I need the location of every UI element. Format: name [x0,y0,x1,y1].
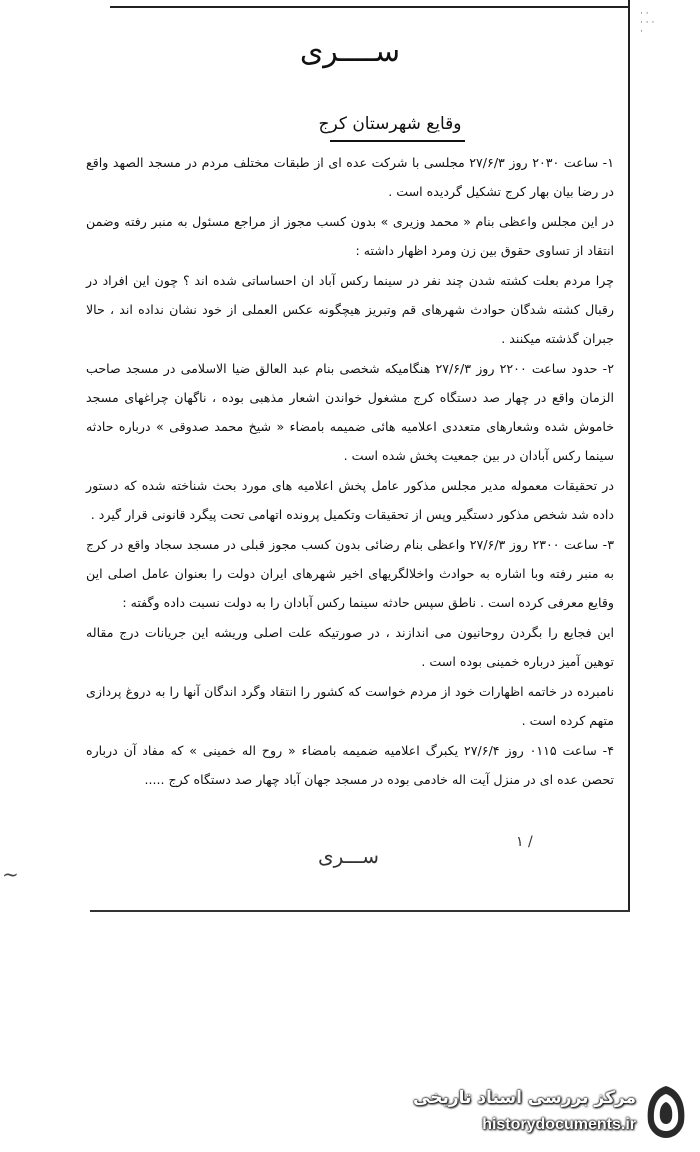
closing-classification: ســـری [318,844,380,868]
paragraph: نامبرده در خاتمه اظهارات خود از مردم خواست که کشور را انتقاد وگرد اندگان آنها را به دروغ پردازی متهم کرده است . [86,684,614,728]
archive-logo-icon [642,1082,690,1142]
watermark-url: historydocuments.ir [482,1116,636,1133]
page-border-top [110,6,630,8]
paragraph: چرا مردم بعلت کشته شدن چند نفر در سینما رکس آباد ان احساساتی شده اند ؟ چون این افراد در رقبال کشته شدگان حوادث شهرهای قم وتبریز هیچگونه عکس العملی از خود نشان نداده اند ، حالا جبران گذشته میکنند . [86,273,614,346]
paragraph: در این مجلس واعظی بنام « محمد وزیری » بدون کسب مجوز از مراجع مسئول به منبر رفته وضمن انتقاد از تساوی حقوق بین زن ومرد اظهار داشته : [86,214,614,258]
paragraph: ۲- حدود ساعت ۲۲۰۰ روز ۲۷/۶/۳ هنگامیکه شخصی بنام عبد العالق ضیا الاسلامی در مسجد صاحب الزمان واقع در چهار صد دستگاه کرج مشغول خواندن اشعار مذهبی بوده ، ناگهان چراغهای مسجد خاموش شده وشعارهای متعددی اعلامیه هائی ضمیمه بامضاء « شیخ محمد صدوقی » درباره حادثه سینما رکس آبادان در بین جمعیت پخش شده است . [86,361,614,463]
watermark [404,1078,694,1146]
page-border-bottom [90,910,630,912]
paragraph: در تحقیقات معموله مدیر مجلس مذکور عامل پخش اعلامیه های مورد بحث شناخته شده که دستور داده شد شخص مذکور دستگیر وپس از تحقیقات وتکمیل پرونده اتهامی تحت پیگرد قانونی قرار گیرد . [86,478,614,522]
subheading-underline [330,140,465,142]
paragraph: ۴- ساعت ۰۱۱۵ روز ۲۷/۶/۴ یکبرگ اعلامیه ضمیمه بامضاء « روح اله خمینی » که مفاد آن درباره تحصن عده ای در منزل آیت اله خادمی بوده در مسجد جهان آباد چهار صد دستگاه کرج ..... [86,743,614,787]
document-subheading: وقایع شهرستان کرج [318,114,462,134]
document-body [86,148,614,795]
page-border-right [628,0,630,912]
scan-noise: · · · · · · [640,9,655,37]
paragraph: این فجایع را بگردن روحانیون می اندازند ، در صورتیکه علت اصلی وریشه این جریانات درج مقاله توهین آمیز درباره خمینی بوده است . [86,625,614,669]
margin-mark: ~ [2,862,19,886]
watermark-org-name: مرکز بررسی اسناد تاریخی [413,1088,636,1108]
paragraph: ۳- ساعت ۲۳۰۰ روز ۲۷/۶/۳ واعظی بنام رضائی بدون کسب مجوز قبلی در مسجد سجاد واقع در کرج به منبر رفته وبا اشاره به حوادث واخلالگریهای اخیر شهرهای ایران دولت را بعنوان عامل اصلی این وقایع معرفی کرده است . ناطق سپس حادثه سینما رکس آبادان را به دولت نسبت داده وگفته : [86,537,614,610]
paragraph: ۱- ساعت ۲۰۳۰ روز ۲۷/۶/۳ مجلسی با شرکت عده ای از طبقات مختلف مردم در مسجد الصهد واقع در رضا بیان بهار کرج تشکیل گردیده است . [86,155,614,199]
handwritten-mark: ۱ / [516,834,533,850]
classification-heading: ســــری [299,34,401,69]
